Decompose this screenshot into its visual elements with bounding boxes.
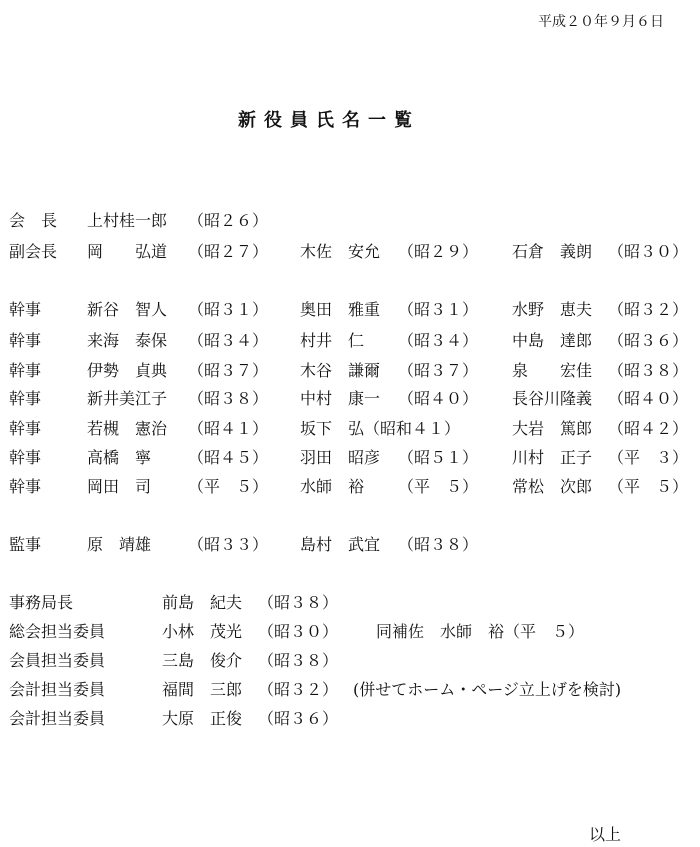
director-name: 泉 宏佳 [512, 361, 593, 380]
committee-name: 小林 茂光 [162, 622, 243, 641]
committee-year: （昭３８） [258, 593, 339, 612]
committee-year: （昭３８） [258, 651, 339, 670]
director-year: （昭３４） [188, 331, 269, 350]
director-role: 幹事 [9, 389, 42, 408]
chairman-year: （昭２６） [188, 211, 269, 230]
auditor-role: 監事 [9, 535, 42, 554]
director-year: （昭３４） [398, 331, 479, 350]
director-name: 中村 康一 [300, 389, 381, 408]
director-year: （昭４０） [398, 389, 479, 408]
director-role: 幹事 [9, 331, 42, 350]
director-year: （昭４２） [608, 419, 689, 438]
director-year: （平 ５） [188, 477, 269, 496]
vice-chairman-name: 石倉 義朗 [512, 242, 593, 261]
director-year: （昭４５） [188, 448, 269, 467]
auditor-year: （昭３８） [398, 535, 479, 554]
director-name: 伊勢 貞典 [87, 361, 168, 380]
director-name: 奥田 雅重 [300, 300, 381, 319]
vice-chairman-year: （昭２７） [188, 242, 269, 261]
director-name: 長谷川隆義 [512, 389, 593, 408]
director-year: （昭５１） [398, 448, 479, 467]
committee-role: 会計担当委員 [9, 680, 106, 699]
director-year: （昭４０） [608, 389, 689, 408]
closing-remark: 以上 [589, 825, 622, 844]
committee-role: 会員担当委員 [9, 651, 106, 670]
director-name: 坂下 弘 [300, 419, 365, 438]
director-year: （昭３２） [608, 300, 689, 319]
director-year: （昭３７） [398, 361, 479, 380]
director-role: 幹事 [9, 361, 42, 380]
committee-year: （昭３２） [258, 680, 339, 699]
director-name: 村井 仁 [300, 331, 381, 350]
director-year: （昭和４１） [364, 419, 461, 438]
director-year: （昭３６） [608, 331, 689, 350]
director-role: 幹事 [9, 477, 42, 496]
director-year: （平 ５） [608, 477, 689, 496]
committee-role: 事務局長 [9, 593, 74, 612]
director-name: 新井美江子 [87, 389, 168, 408]
director-name: 水野 恵夫 [512, 300, 593, 319]
committee-role: 会計担当委員 [9, 709, 106, 728]
committee-note: 同補佐 水師 裕（平 ５） [376, 622, 585, 641]
vice-chairman-name: 岡 弘道 [87, 242, 168, 261]
director-year: （平 ５） [398, 477, 479, 496]
committee-year: （昭３６） [258, 709, 339, 728]
chairman-role: 会 長 [9, 211, 58, 230]
vice-chairman-year: （昭３０） [608, 242, 689, 261]
committee-name: 三島 俊介 [162, 651, 243, 670]
committee-year: （昭３０） [258, 622, 339, 641]
document-date: 平成２０年９月６日 [538, 14, 664, 30]
chairman-name: 上村桂一郎 [87, 211, 168, 230]
director-name: 川村 正子 [512, 448, 593, 467]
vice-chairman-role: 副会長 [9, 242, 58, 261]
director-year: （昭４１） [188, 419, 269, 438]
vice-chairman-name: 木佐 安允 [300, 242, 381, 261]
director-year: （昭３１） [398, 300, 479, 319]
director-name: 羽田 昭彦 [300, 448, 381, 467]
director-name: 常松 次郎 [512, 477, 593, 496]
auditor-name: 原 靖雄 [87, 535, 168, 554]
director-name: 中島 達郎 [512, 331, 593, 350]
director-year: （昭３７） [188, 361, 269, 380]
committee-role: 総会担当委員 [9, 622, 106, 641]
director-role: 幹事 [9, 448, 42, 467]
director-role: 幹事 [9, 419, 42, 438]
director-name: 大岩 篤郎 [512, 419, 593, 438]
director-name: 高橋 寧 [87, 448, 168, 467]
committee-name: 前島 紀夫 [162, 593, 243, 612]
director-name: 来海 泰保 [87, 331, 168, 350]
director-year: （昭３１） [188, 300, 269, 319]
director-role: 幹事 [9, 300, 42, 319]
director-year: （昭３８） [188, 389, 269, 408]
document-title: 新役員氏名一覧 [238, 110, 420, 131]
director-name: 水師 裕 [300, 477, 381, 496]
director-name: 新谷 智人 [87, 300, 168, 319]
committee-name: 大原 正俊 [162, 709, 243, 728]
vice-chairman-year: （昭２９） [398, 242, 479, 261]
director-name: 岡田 司 [87, 477, 168, 496]
director-name: 若槻 憲治 [87, 419, 168, 438]
committee-name: 福間 三郎 [162, 680, 243, 699]
director-name: 木谷 謙爾 [300, 361, 381, 380]
director-year: （平 ３） [608, 448, 689, 467]
director-year: （昭３８） [608, 361, 689, 380]
auditor-name: 島村 武宜 [300, 535, 381, 554]
committee-note: (併せてホーム・ページ立上げを検討) [353, 680, 622, 699]
auditor-year: （昭３３） [188, 535, 269, 554]
